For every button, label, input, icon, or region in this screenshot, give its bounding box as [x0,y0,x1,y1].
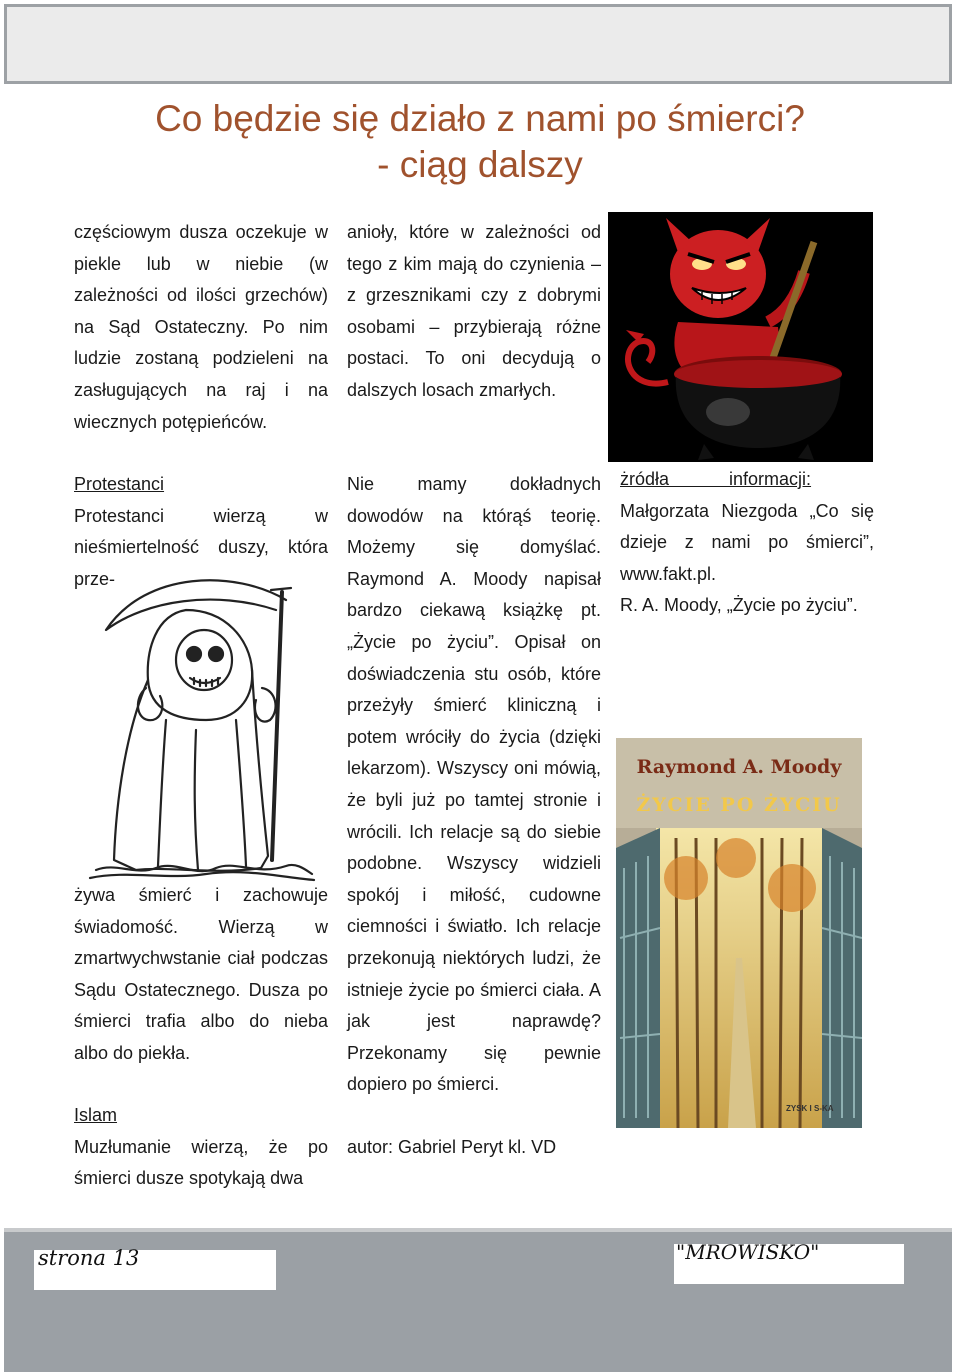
protestants-text-b: żywa śmierć i zachowuje świadomość. Wierzą w zmartwychwstanie ciał podczas Sądu Ostatecznego. Dusza po śmierci trafia albo do nieba albo do piekła. [74,885,328,1063]
col3-sources [620,464,874,622]
title-line-2: - ciąg dalszy [377,144,583,185]
page-title [0,96,960,188]
book-cover [616,738,862,1128]
title-line-1: Co będzie się działo z nami po śmierci? [155,98,805,139]
islam-heading: Islam [74,1105,118,1125]
header-bar [4,4,952,84]
sources-heading: żródła informacji: [620,469,812,489]
magazine-name: "MROWISKO" [676,1240,820,1264]
book-author: Raymond A. Moody [636,756,842,778]
grim-reaper-illustration [86,570,316,882]
col1-intro-text: częściowym dusza oczekuje w piekle lub w niebie (w zależności od ilości grzechów) na Sąd Ostateczny. Po nim ludzie zostaną podzieleni na zasługujących na raj i na wiecznych potępieńców. [74,222,328,432]
author-line: autor: Gabriel Peryt kl. VD [347,1137,557,1157]
col1-intro [74,217,328,438]
protestants-heading: Protestanci [74,474,165,494]
book-publisher: ZYSK I S-KA [786,1104,834,1113]
col2-main [347,469,601,1101]
protestants-text-a: Protestanci wierzą w nieśmiertelność duszy, która prze- [74,505,328,589]
col2-author [347,1132,601,1164]
devil-illustration [608,212,873,462]
source-2: R. A. Moody, „Życie po życiu”. [620,595,858,616]
page-number: strona 13 [38,1246,140,1270]
col1-islam [74,1100,328,1195]
col2-main-text: Nie mamy dokładnych dowodów na którąś teorię. Możemy się domyślać. Raymond A. Moody napisał bardzo ciekawą książkę pt. „Życie po życiu”. Opisał on doświadczenia stu osób, które przeżyły śmierć kliniczną i potem wróciły do życia (dzięki lekarzom). Wszyscy oni mówią, że byli już po tamtej stronie i wrócili. Ich relacje są do siebie podobne. Wszyscy widzieli spokój i miłość, cudowne ciemności i światło. Ich relacje przekonują niektórych ludzi, że istnieje życie po śmierci ciała. A jak jest naprawdę? Przekonamy się pewnie dopiero po śmierci. [347,474,601,1095]
source-1: Małgorzata Niezgoda „Co się dzieje z nami po śmierci”, www.fakt.pl. [620,500,874,584]
islam-text: Muzłumanie wierzą, że po śmierci dusze spotykają dwa [74,1136,328,1189]
book-title: ŻYCIE PO ŻYCIU [636,794,842,816]
col2-intro-text: anioły, które w zależności od tego z kim mają do czynienia – z grzesznikami czy z dobrymi osobami – przybierają różne postaci. To oni decydują o dalszych losach zmarłych. [347,222,601,400]
col2-intro [347,217,601,407]
col1-protestants-cont [74,880,328,1070]
